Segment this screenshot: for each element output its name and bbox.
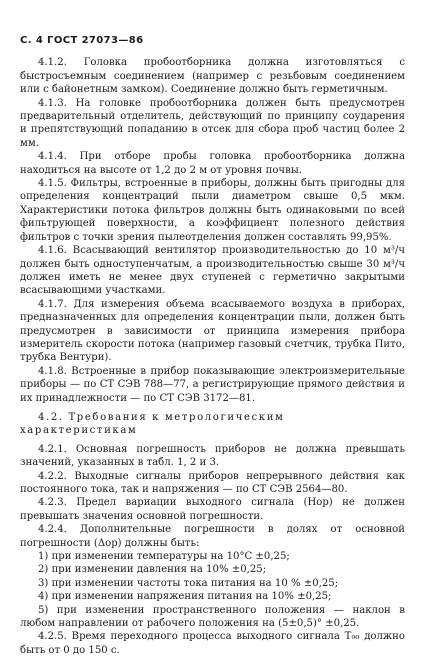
paragraph-4-1-2: 4.1.2. Головка пробоотборника должна изготовляться с быстросъемным соединением (например с резьбовым соединением или с байонетным замком). Соединение должно быть герметичным. (20, 57, 405, 96)
paragraph-4-1-4: 4.1.4. При отборе пробы головка пробоотборника должна находиться на высоте от 1,2 до 2 м от уровня почвы. (20, 151, 405, 176)
section-heading-4-2: 4.2. Требования к метрологическим характеристикам (20, 411, 285, 437)
page-header: С. 4 ГОСТ 27073—86 (20, 35, 144, 46)
paragraph-4-2-5: 4.2.5. Время переходного процесса выходного сигнала T₉₀ должно быть от 0 до 150 с. (20, 631, 405, 656)
list-item: 3) при изменении частоты тока питания на 10 % ±0,25; (38, 577, 339, 589)
list-item: 4) при изменении напряжения питания на 10% ±0,25; (38, 591, 332, 603)
list-item: 1) при изменении температуры на 10°С ±0,25; (38, 551, 290, 563)
paragraph-4-1-6: 4.1.6. Всасывающий вентилятор производительностью до 10 м³/ч должен быть одноступенчатым, а производительностью свыше 30 м³/ч должен иметь не менее двух ступеней с герметично закрытыми всасывающими участками. (20, 245, 405, 297)
paragraph-4-1-7: 4.1.7. Для измерения объема всасываемого воздуха в приборах, предназначенных для определения концентрации пыли, должен быть предусмотрен в зависимости от принципа измерения прибора измеритель скорости потока (например газовый счетчик, трубка Пито, трубка Вентури). (20, 298, 405, 364)
paragraph-4-2-1: 4.2.1. Основная погрешность приборов не должна превышать значений, указанных в табл. 1, 2 и 3. (20, 443, 405, 469)
paragraph-4-1-8: 4.1.8. Встроенные в прибор показывающие электроизмерительные приборы — по СТ СЭВ 788—77, а регистрирующие прямого действия и их принадлежности — по СТ СЭВ 3172—81. (20, 365, 405, 404)
paragraph-4-1-5: 4.1.5. Фильтры, встроенные в приборы, должны быть пригодны для определения концентраций пыли диаметром свыше 0,5 мкм. Характеристики потока фильтров должны быть одинаковыми по всей фильтрующей поверхности, а коэффициент полезного действия фильтров с точки зрения пылеотделения должен составлять 99,95%. (20, 178, 405, 243)
paragraph-4-2-2: 4.2.2. Выходные сигналы приборов непрерывного действия как постоянного тока, так и напряжения — по СТ СЭВ 2564—80. (20, 470, 405, 495)
list-item: 2) при изменении давления на 10% ±0,25; (38, 564, 267, 576)
paragraph-4-2-3: 4.2.3. Предел вариации выходного сигнала (Hор) не должен превышать значения основной погрешности. (20, 497, 405, 522)
paragraph-4-2-4: 4.2.4. Дополнительные погрешности в долях от основной погрешности (Δор) должны быть: (20, 524, 405, 549)
paragraph-4-1-3: 4.1.3. На головке пробоотборника должен быть предусмотрен предварительный отделитель, действующий по принципу соударения и препятствующий попаданию в отсек для сбора проб частиц более 2 мм. (20, 97, 405, 149)
list-item: 5) при изменении пространственного положения — наклон в любом направлении от рабочего положения на (5±0,5)° ±0,25. (20, 604, 405, 630)
